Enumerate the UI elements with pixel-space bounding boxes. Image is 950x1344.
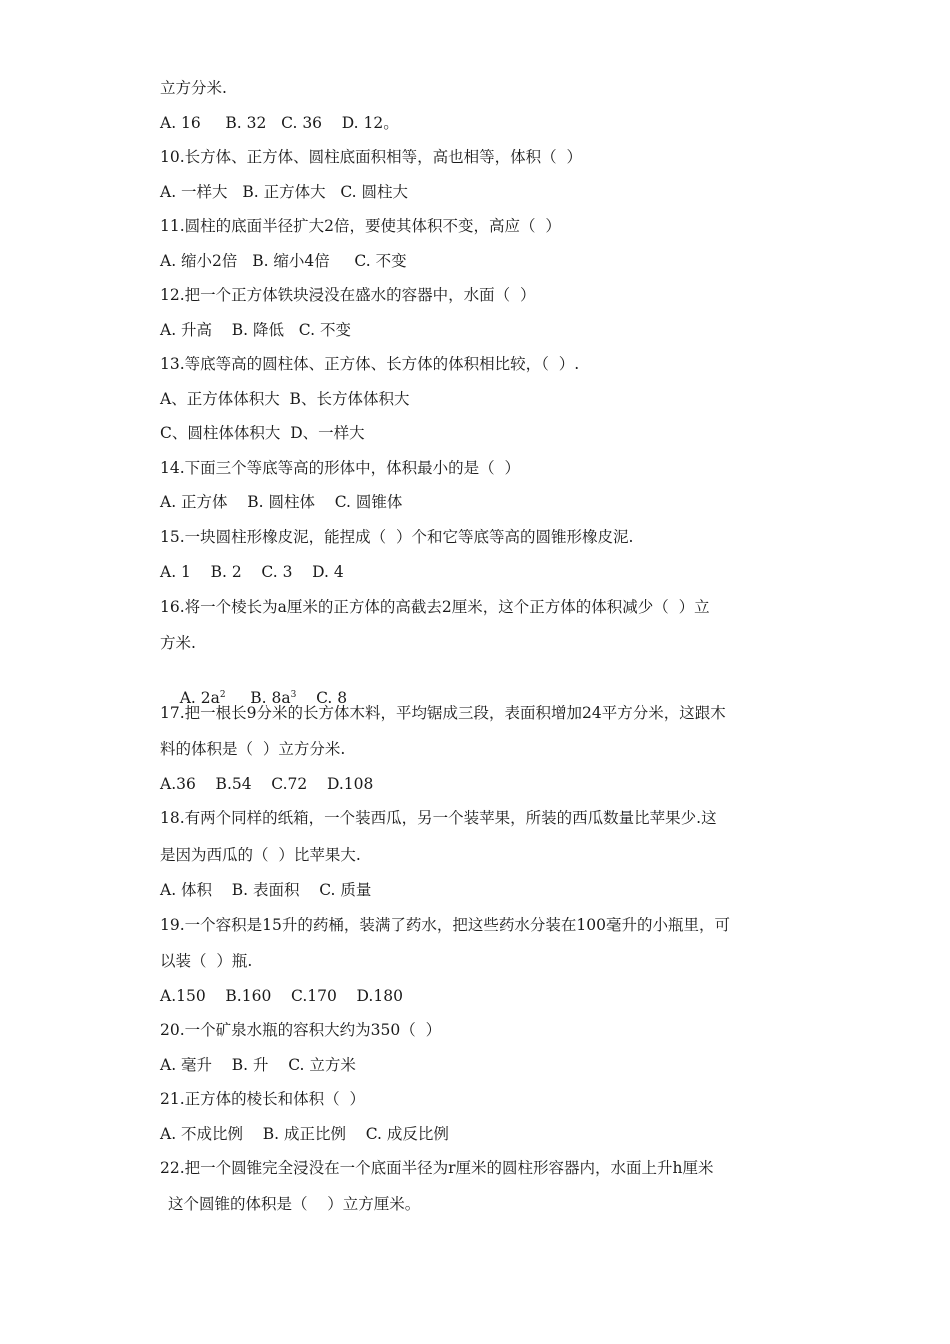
- answer-options: A、正方体体积大 B、长方体体积大: [160, 390, 410, 408]
- question-18: 18.有两个同样的纸箱，一个装西瓜，另一个装苹果，所装的西瓜数量比苹果少.这: [160, 809, 717, 827]
- option-a: A. 2a: [179, 689, 220, 707]
- option-c: C. 8: [316, 689, 348, 707]
- question-10: 10.长方体、正方体、圆柱底面积相等，高也相等，体积（ ）: [160, 148, 583, 166]
- answer-options: A.36 B.54 C.72 D.108: [160, 775, 374, 793]
- question-16-cont: 方米.: [160, 634, 196, 652]
- option-b: B. 8a: [250, 689, 291, 707]
- answer-options: A. 缩小2倍 B. 缩小4倍 C. 不变: [160, 252, 407, 270]
- question-12: 12.把一个正方体铁块浸没在盛水的容器中，水面（ ）: [160, 286, 536, 304]
- question-13: 13.等底等高的圆柱体、正方体、长方体的体积相比较，（ ）.: [160, 355, 580, 373]
- text-line: 立方分米.: [160, 79, 227, 97]
- answer-options: C、圆柱体体积大 D、一样大: [160, 424, 365, 442]
- question-20: 20.一个矿泉水瓶的容积大约为350（ ）: [160, 1021, 442, 1039]
- answer-options: A. 1 B. 2 C. 3 D. 4: [160, 563, 344, 581]
- question-21: 21.正方体的棱长和体积（ ）: [160, 1090, 366, 1108]
- question-11: 11.圆柱的底面半径扩大2倍，要使其体积不变，高应（ ）: [160, 217, 561, 235]
- question-22: 22.把一个圆锥完全浸没在一个底面半径为r厘米的圆柱形容器内，水面上升h厘米: [160, 1159, 714, 1177]
- answer-options: A. 体积 B. 表面积 C. 质量: [160, 881, 372, 899]
- answer-options: A. 毫升 B. 升 C. 立方米: [160, 1056, 356, 1074]
- answer-options: A. 不成比例 B. 成正比例 C. 成反比例: [160, 1125, 449, 1143]
- question-19-cont: 以装（ ）瓶.: [160, 952, 253, 970]
- question-15: 15.一块圆柱形橡皮泥，能捏成（ ）个和它等底等高的圆锥形橡皮泥.: [160, 528, 634, 546]
- question-14: 14.下面三个等底等高的形体中，体积最小的是（ ）: [160, 459, 521, 477]
- question-19: 19.一个容积是15升的药桶，装满了药水，把这些药水分装在100毫升的小瓶里，可: [160, 916, 730, 934]
- answer-options: A. 升高 B. 降低 C. 不变: [160, 321, 351, 339]
- question-16: 16.将一个棱长为a厘米的正方体的高截去2厘米，这个正方体的体积减少（ ）立: [160, 598, 710, 616]
- answer-options: A. 16 B. 32 C. 36 D. 12。: [160, 114, 399, 132]
- option-b-exponent: 3: [290, 689, 297, 700]
- option-a-exponent: 2: [219, 689, 226, 700]
- answer-options: A. 正方体 B. 圆柱体 C. 圆锥体: [160, 493, 403, 511]
- answer-options: A. 一样大 B. 正方体大 C. 圆柱大: [160, 183, 409, 201]
- question-18-cont: 是因为西瓜的（ ）比苹果大.: [160, 846, 361, 864]
- question-17: 17.把一根长9分米的长方体木料，平均锯成三段，表面积增加24平方分米，这跟木: [160, 704, 726, 722]
- question-17-cont: 料的体积是（ ）立方分米.: [160, 740, 346, 758]
- question-22-cont: 这个圆锥的体积是（ ）立方厘米。: [168, 1195, 421, 1213]
- answer-options: A.150 B.160 C.170 D.180: [160, 987, 403, 1005]
